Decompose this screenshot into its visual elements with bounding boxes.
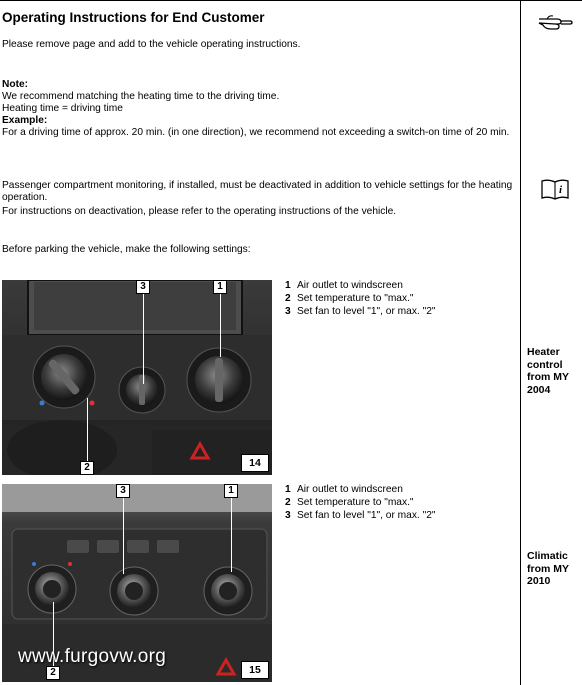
heater-control-photo: [2, 280, 272, 475]
intro-text: Please remove page and add to the vehicle operating instructions.: [2, 39, 301, 50]
callout-3: 3: [136, 280, 150, 294]
leader-line-2: [87, 398, 88, 464]
step-item: 3 Set fan to level "1", or max. "2": [285, 510, 436, 521]
callout-2: 2: [46, 666, 60, 680]
figure2-steps: [285, 483, 435, 522]
leader-line-3: [143, 292, 144, 384]
figure1-steps: [285, 279, 435, 318]
watermark: www.furgovw.org: [18, 646, 167, 667]
callout-2: 2: [80, 461, 94, 475]
margin-rule: [520, 0, 521, 685]
leader-line-3: [123, 496, 124, 574]
side-label-heater: Heater control from MY 2004: [527, 346, 569, 396]
step-item: 1 Air outlet to windscreen: [285, 280, 403, 291]
page-title: Operating Instructions for End Customer: [2, 10, 265, 25]
parking-text: Before parking the vehicle, make the following settings:: [2, 244, 251, 255]
callout-1: 1: [224, 484, 238, 498]
callout-3: 3: [116, 484, 130, 498]
example-text: For a driving time of approx. 20 min. (in one direction), we recommend not exceeding a switch-on time of 20 min.: [2, 127, 510, 138]
svg-text:i: i: [559, 184, 563, 196]
side-label-climatic: Climatic from MY 2010: [527, 550, 569, 587]
step-item: 1 Air outlet to windscreen: [285, 484, 403, 495]
step-item: 2 Set temperature to "max.": [285, 293, 414, 304]
note-line-2: Heating time = driving time: [2, 103, 123, 114]
leader-line-1: [231, 496, 232, 572]
note-label: Note:: [2, 79, 29, 90]
step-item: 3 Set fan to level "1", or max. "2": [285, 306, 436, 317]
figure-number: 15: [241, 661, 269, 679]
info-book-icon: [540, 178, 570, 202]
top-rule: [0, 0, 582, 1]
callout-1: 1: [213, 280, 227, 294]
figure-number: 14: [241, 454, 269, 472]
step-item: 2 Set temperature to "max.": [285, 497, 414, 508]
leader-line-1: [220, 292, 221, 357]
deactivation-text: For instructions on deactivation, please refer to the operating instructions of the vehicle.: [2, 206, 397, 217]
pointing-hand-icon: [537, 11, 573, 33]
example-label: Example:: [2, 115, 48, 126]
note-line-1: We recommend matching the heating time to the driving time.: [2, 91, 280, 102]
monitoring-text: Passenger compartment monitoring, if installed, must be deactivated in addition to vehicle settings for the heating operation.: [2, 180, 513, 203]
figure-heater-control: [2, 280, 272, 475]
